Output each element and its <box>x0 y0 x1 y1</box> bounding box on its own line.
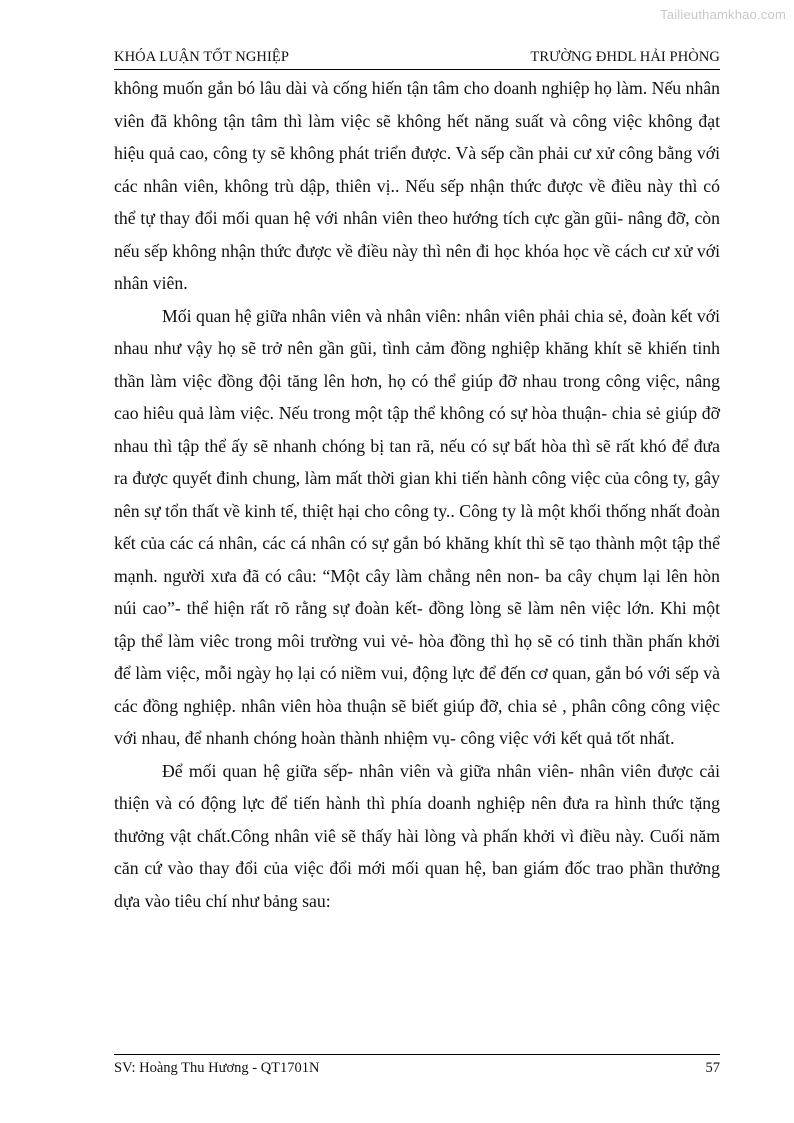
watermark-text: Tailieuthamkhao.com <box>660 7 786 22</box>
header-thesis-title: KHÓA LUẬN TỐT NGHIỆP <box>114 49 290 65</box>
page-header <box>114 49 720 70</box>
page-number: 57 <box>705 1060 720 1076</box>
paragraph-1: không muốn gắn bó lâu dài và cống hiến tận tâm cho doanh nghiệp họ làm. Nếu nhân viên đã không tận tâm thì làm việc sẽ không hết năng suất và công việc không đạt hiệu quả cao, công ty sẽ không phát triển được. Và sếp cần phải cư xử công bằng với các nhân viên, không trù dập, thiên vị.. Nếu sếp nhận thức được về điều này thì có thể tự thay đổi mối quan hệ với nhân viên theo hướng tích cực gần gũi- nâng đỡ, còn nếu sếp không nhận thức được về điều này thì nên đi học khóa học về cách cư xử với nhân viên. <box>114 78 720 293</box>
header-university-name: TRƯỜNG ĐHDL HẢI PHÒNG <box>530 49 720 65</box>
document-body <box>114 72 720 917</box>
paragraph-3: Để mối quan hệ giữa sếp- nhân viên và giữa nhân viên- nhân viên được cải thiện và có động lực để tiến hành thì phía doanh nghiệp nên đưa ra hình thức tặng thưởng vật chất.Công nhân viê sẽ thấy hài lòng và phấn khởi vì điều này. Cuối năm căn cứ vào thay đổi của việc đổi mới mối quan hệ, ban giám đốc trao phần thưởng dựa vào tiêu chí như bảng sau: <box>114 760 720 911</box>
page-footer <box>114 1054 720 1082</box>
paragraph-2: Mối quan hệ giữa nhân viên và nhân viên: nhân viên phải chia sẻ, đoàn kết với nhau như vậy họ sẽ trở nên gần gũi, tình cảm đồng nghiệp khăng khít sẽ khiến tinh thần làm việc đồng đội tăng lên hơn, họ có thể giúp đỡ nhau trong công việc, nâng cao hiêu quả làm việc. Nếu trong một tập thể không có sự hòa thuận- chia sẻ giúp đỡ nhau thì tập thể ấy sẽ nhanh chóng bị tan rã, nếu có sự bất hòa thì sẽ rất khó để đưa ra được quyết đinh chung, làm mất thời gian khi tiến hành công việc của công ty, gây nên sự tổn thất về kinh tế, thiệt hại cho công ty.. Công ty là một khối thống nhất đoàn kết của các cá nhân, các cá nhân có sự gắn bó khăng khít thì sẽ tạo thành một tập thể mạnh. người xưa đã có câu: “Một cây làm chẳng nên non- ba cây chụm lại lên hòn núi cao”- thể hiện rất rõ rằng sự đoàn kết- đồng lòng sẽ làm nên việc lớn. Khi một tập thể làm viêc trong môi trường vui vẻ- hòa đồng thì họ sẽ có tinh thần phấn khởi để làm việc, mỗi ngày họ lại có niềm vui, động lực để đến cơ quan, gắn bó với sếp và các đồng nghiệp. nhân viên hòa thuận sẽ biết giúp đỡ, chia sẻ , phân công công việc với nhau, để nhanh chóng hoàn thành nhiệm vụ- công việc với kết quả tốt nhất. <box>114 305 720 748</box>
footer-student-info: SV: Hoàng Thu Hương - QT1701N <box>114 1060 320 1076</box>
